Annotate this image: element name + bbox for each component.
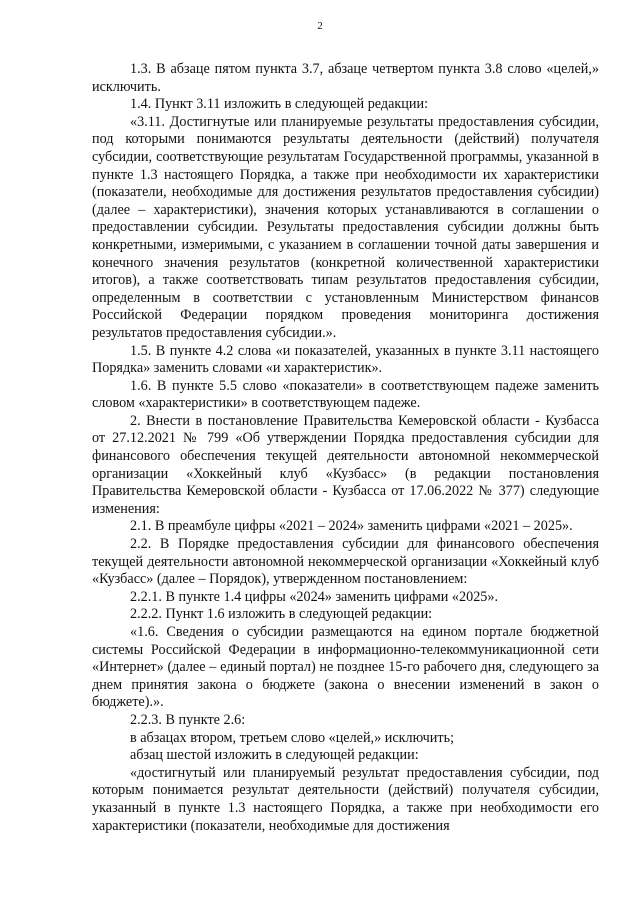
paragraph-2-2-3-b: абзац шестой изложить в следующей редакции: — [130, 747, 419, 764]
paragraph-1-3: 1.3. В абзаце пятом пункта 3.7, абзаце четвертом пункта 3.8 слово «целей,» исключить. — [92, 61, 599, 95]
paragraph-1-6: 1.6. В пункте 5.5 слово «показатели» в соответствующем падеже заменить словом «характеристики» в соответствующем падеже. — [92, 377, 599, 412]
paragraph-2-2-1: 2.2.1. В пункте 1.4 цифры «2024» заменить цифрами «2025». — [130, 588, 499, 605]
paragraph-2-2-3-a: в абзацах втором, третьем слово «целей,» исключить; — [130, 729, 455, 746]
paragraph-3-11-text: «3.11. Достигнутые или планируемые результаты предоставления субсидии, под которыми понимаются результаты деятельности (действий) получателя субсидии, соответствующие результатам Государственной программы, указанной в пункте 1.3 настоящего Порядка, а также при необходимости их характеристики (показатели, необходимые для достижения результатов предоставления субсидии) (далее – характеристики), значения которых устанавливаются в соглашении о предоставлении субсидии. Результаты предоставления субсидии должны быть конкретными, измеримыми, с указанием в соглашении точной даты завершения и конечного значения результатов (конкретной количественной характеристики итогов), а также соответствовать типам результатов предоставления субсидии, определенным в соответствии с установленным Министерством финансов Российской Федерации порядком проведения мониторинга достижения результатов предоставления субсидии.». — [92, 113, 599, 341]
paragraph-2-2: 2.2. В Порядке предоставления субсидии для финансового обеспечения текущей деятельности автономной некоммерческой организации «Хоккейный клуб «Кузбасс» (далее – Порядок), утвержденном постановлением: — [92, 536, 599, 588]
paragraph-2-1: 2.1. В преамбуле цифры «2021 – 2024» заменить цифрами «2021 – 2025». — [130, 518, 573, 535]
paragraph-2: 2. Внести в постановление Правительства Кемеровской области - Кузбасса от 27.12.2021 № 799 «Об утверждении Порядка предоставления субсидии для финансового обеспечения текущей деятельности автономной некоммерческой организации «Хоккейный клуб «Кузбасс» (в редакции постановления Правительства Кемеровской области - Кузбасса от 17.06.2022 № 377) следующие изменения: — [92, 412, 599, 517]
page-number: 2 — [317, 20, 323, 32]
document-body — [92, 61, 599, 835]
paragraph-2-2-3: 2.2.3. В пункте 2.6: — [130, 711, 246, 728]
paragraph-2-2-2: 2.2.2. Пункт 1.6 изложить в следующей редакции: — [130, 606, 433, 623]
paragraph-2-2-3-text: «достигнутый или планируемый результат предоставления субсидии, под которым понимается результат деятельности (действий) получателя субсидии, указанный в пункте 1.3 настоящего Порядка, а также при необходимости его характеристики (показатели, необходимые для достижения — [92, 764, 599, 834]
paragraph-1-5: 1.5. В пункте 4.2 слова «и показателей, указанных в пункте 3.11 настоящего Порядка» заменить словами «и характеристик». — [92, 342, 599, 377]
paragraph-1-6-text: «1.6. Сведения о субсидии размещаются на едином портале бюджетной системы Российской Федерации в информационно-телекоммуникационной сети «Интернет» (далее – единый портал) не позднее 15-го рабочего дня, следующего за днем принятия закона о бюджете (закона о внесении изменений в закон о бюджете).». — [92, 624, 599, 711]
paragraph-1-4: 1.4. Пункт 3.11 изложить в следующей редакции: — [130, 96, 429, 113]
